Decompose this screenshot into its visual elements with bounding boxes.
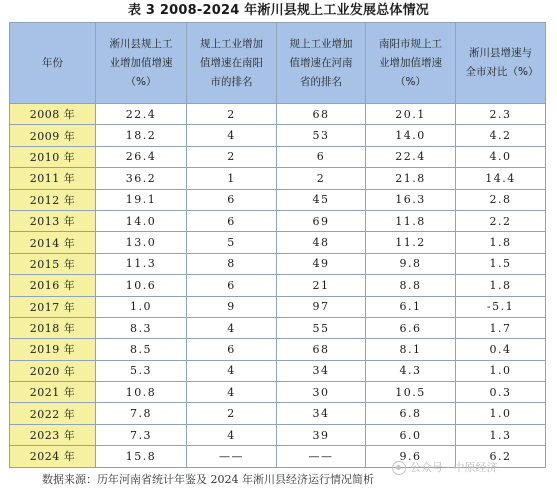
cell-county-growth: 8.5 bbox=[96, 339, 187, 360]
cell-county-growth: 18.2 bbox=[96, 125, 187, 146]
cell-year: 2015 年 bbox=[10, 253, 96, 274]
table-row bbox=[10, 146, 546, 167]
cell-comparison: 6.2 bbox=[456, 446, 546, 467]
cell-comparison: 1.5 bbox=[456, 253, 546, 274]
cell-county-growth: 10.6 bbox=[96, 275, 187, 296]
header-comparison: 淅川县增速与全市对比（%） bbox=[456, 23, 546, 104]
cell-city-rank: 9 bbox=[187, 296, 277, 317]
table-row bbox=[10, 189, 546, 210]
cell-city-rank: 2 bbox=[187, 146, 277, 167]
table-row bbox=[10, 296, 546, 317]
cell-city-rank: 6 bbox=[187, 189, 277, 210]
cell-province-rank: 97 bbox=[277, 296, 366, 317]
cell-province-rank: 55 bbox=[277, 317, 366, 338]
cell-year: 2011 年 bbox=[10, 168, 96, 189]
cell-comparison: 1.0 bbox=[456, 403, 546, 424]
cell-year: 2017 年 bbox=[10, 296, 96, 317]
cell-province-rank: 49 bbox=[277, 253, 366, 274]
table-row bbox=[10, 232, 546, 253]
header-county-growth: 淅川县规上工业增加值增速（%） bbox=[96, 23, 187, 104]
cell-province-rank: 48 bbox=[277, 232, 366, 253]
cell-year: 2012 年 bbox=[10, 189, 96, 210]
cell-city-growth: 20.1 bbox=[366, 104, 456, 125]
table-row bbox=[10, 253, 546, 274]
table-row bbox=[10, 104, 546, 125]
cell-city-growth: 21.8 bbox=[366, 168, 456, 189]
cell-city-growth: 11.8 bbox=[366, 210, 456, 231]
cell-city-rank: 6 bbox=[187, 275, 277, 296]
cell-comparison: 2.3 bbox=[456, 104, 546, 125]
cell-year: 2013 年 bbox=[10, 210, 96, 231]
table-body bbox=[10, 104, 546, 468]
cell-province-rank: 68 bbox=[277, 104, 366, 125]
cell-year: 2021 年 bbox=[10, 382, 96, 403]
table-row bbox=[10, 317, 546, 338]
cell-county-growth: 22.4 bbox=[96, 104, 187, 125]
cell-city-rank: —— bbox=[187, 446, 277, 467]
header-province-rank: 规上工业增加值增速在河南省的排名 bbox=[277, 23, 366, 104]
cell-province-rank: 53 bbox=[277, 125, 366, 146]
cell-province-rank: 34 bbox=[277, 403, 366, 424]
cell-comparison: 14.4 bbox=[456, 168, 546, 189]
cell-province-rank: 68 bbox=[277, 339, 366, 360]
cell-year: 2010 年 bbox=[10, 146, 96, 167]
cell-year: 2023 年 bbox=[10, 424, 96, 445]
cell-comparison: 1.7 bbox=[456, 317, 546, 338]
cell-city-growth: 8.8 bbox=[366, 275, 456, 296]
cell-city-rank: 4 bbox=[187, 317, 277, 338]
cell-province-rank: 45 bbox=[277, 189, 366, 210]
cell-city-growth: 14.0 bbox=[366, 125, 456, 146]
cell-comparison: 4.0 bbox=[456, 146, 546, 167]
cell-province-rank: —— bbox=[277, 446, 366, 467]
cell-year: 2009 年 bbox=[10, 125, 96, 146]
header-city-growth: 南阳市规上工业增加值增速（%） bbox=[366, 23, 456, 104]
table-row bbox=[10, 403, 546, 424]
cell-city-rank: 2 bbox=[187, 104, 277, 125]
wechat-icon bbox=[392, 461, 406, 475]
cell-county-growth: 36.2 bbox=[96, 168, 187, 189]
cell-county-growth: 19.1 bbox=[96, 189, 187, 210]
cell-city-rank: 4 bbox=[187, 424, 277, 445]
cell-year: 2016 年 bbox=[10, 275, 96, 296]
cell-comparison: 2.8 bbox=[456, 189, 546, 210]
cell-comparison: 0.3 bbox=[456, 382, 546, 403]
cell-city-growth: 6.0 bbox=[366, 424, 456, 445]
cell-comparison: 4.2 bbox=[456, 125, 546, 146]
cell-year: 2019 年 bbox=[10, 339, 96, 360]
cell-year: 2020 年 bbox=[10, 360, 96, 381]
cell-province-rank: 6 bbox=[277, 146, 366, 167]
cell-county-growth: 7.3 bbox=[96, 424, 187, 445]
cell-county-growth: 11.3 bbox=[96, 253, 187, 274]
cell-city-growth: 16.3 bbox=[366, 189, 456, 210]
watermark bbox=[392, 459, 498, 477]
cell-county-growth: 5.3 bbox=[96, 360, 187, 381]
cell-county-growth: 26.4 bbox=[96, 146, 187, 167]
cell-comparison: 2.2 bbox=[456, 210, 546, 231]
cell-city-rank: 8 bbox=[187, 253, 277, 274]
cell-province-rank: 2 bbox=[277, 168, 366, 189]
cell-province-rank: 39 bbox=[277, 424, 366, 445]
table-row bbox=[10, 275, 546, 296]
table-row bbox=[10, 382, 546, 403]
header-row bbox=[10, 23, 546, 104]
cell-city-growth: 8.1 bbox=[366, 339, 456, 360]
cell-year: 2018 年 bbox=[10, 317, 96, 338]
cell-county-growth: 13.0 bbox=[96, 232, 187, 253]
header-year: 年份 bbox=[10, 23, 96, 104]
cell-comparison: 1.8 bbox=[456, 232, 546, 253]
cell-province-rank: 34 bbox=[277, 360, 366, 381]
industry-stats-table bbox=[9, 22, 546, 468]
cell-province-rank: 21 bbox=[277, 275, 366, 296]
cell-year: 2008 年 bbox=[10, 104, 96, 125]
cell-county-growth: 1.0 bbox=[96, 296, 187, 317]
table-title: 表 3 2008-2024 年淅川县规上工业发展总体情况 bbox=[128, 3, 429, 18]
cell-county-growth: 7.8 bbox=[96, 403, 187, 424]
cell-comparison: 1.0 bbox=[456, 360, 546, 381]
table-row bbox=[10, 168, 546, 189]
cell-city-rank: 6 bbox=[187, 210, 277, 231]
table-row bbox=[10, 210, 546, 231]
cell-city-rank: 4 bbox=[187, 382, 277, 403]
cell-city-rank: 4 bbox=[187, 360, 277, 381]
table-row bbox=[10, 424, 546, 445]
cell-city-growth: 4.3 bbox=[366, 360, 456, 381]
cell-city-growth: 6.8 bbox=[366, 403, 456, 424]
cell-year: 2022 年 bbox=[10, 403, 96, 424]
cell-year: 2024 年 bbox=[10, 446, 96, 467]
cell-county-growth: 8.3 bbox=[96, 317, 187, 338]
cell-year: 2014 年 bbox=[10, 232, 96, 253]
header-city-rank: 规上工业增加值增速在南阳市的排名 bbox=[187, 23, 277, 104]
cell-comparison: 0.4 bbox=[456, 339, 546, 360]
cell-city-growth: 9.8 bbox=[366, 253, 456, 274]
cell-city-growth: 22.4 bbox=[366, 146, 456, 167]
cell-city-rank: 1 bbox=[187, 168, 277, 189]
cell-city-growth: 9.6 bbox=[366, 446, 456, 467]
cell-county-growth: 10.8 bbox=[96, 382, 187, 403]
table-row bbox=[10, 360, 546, 381]
cell-county-growth: 14.0 bbox=[96, 210, 187, 231]
cell-city-growth: 11.2 bbox=[366, 232, 456, 253]
cell-comparison: -5.1 bbox=[456, 296, 546, 317]
cell-city-rank: 4 bbox=[187, 125, 277, 146]
cell-city-rank: 6 bbox=[187, 339, 277, 360]
cell-city-rank: 2 bbox=[187, 403, 277, 424]
cell-province-rank: 69 bbox=[277, 210, 366, 231]
data-source-note: 数据来源：历年河南省统计年鉴及 2024 年淅川县经济运行情况简析 bbox=[42, 473, 374, 486]
cell-city-growth: 6.6 bbox=[366, 317, 456, 338]
cell-comparison: 1.3 bbox=[456, 424, 546, 445]
table-row bbox=[10, 339, 546, 360]
cell-city-growth: 6.1 bbox=[366, 296, 456, 317]
watermark-text: 公众号 · 中原经济 bbox=[410, 461, 498, 474]
cell-province-rank: 30 bbox=[277, 382, 366, 403]
cell-city-growth: 10.5 bbox=[366, 382, 456, 403]
cell-comparison: 1.8 bbox=[456, 275, 546, 296]
cell-county-growth: 15.8 bbox=[96, 446, 187, 467]
cell-city-rank: 5 bbox=[187, 232, 277, 253]
table-row bbox=[10, 125, 546, 146]
